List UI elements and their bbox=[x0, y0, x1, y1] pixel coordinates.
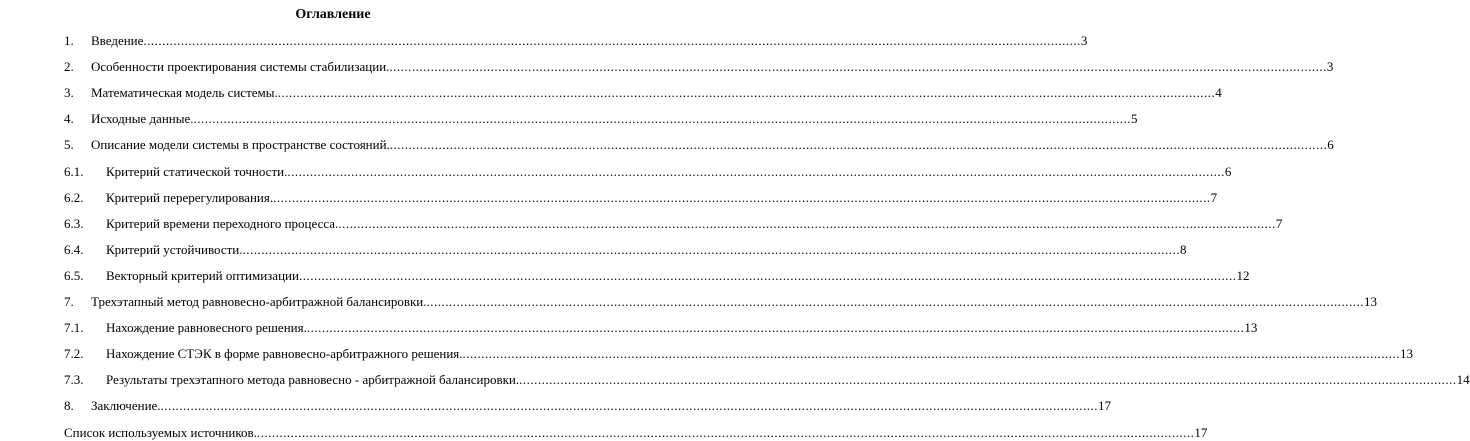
toc-dot-leader bbox=[519, 372, 1457, 388]
toc-dot-leader bbox=[257, 425, 1195, 441]
toc-entry-6-4[interactable] bbox=[64, 232, 1187, 258]
toc-entry-page: 13 bbox=[1400, 346, 1414, 362]
toc-entry-number: 6.4. bbox=[64, 241, 84, 257]
toc-entry-7-3[interactable] bbox=[64, 362, 1470, 388]
toc-entry-5[interactable] bbox=[64, 127, 1334, 153]
toc-entry-page: 12 bbox=[1236, 267, 1250, 283]
toc-dot-leader bbox=[338, 216, 1276, 232]
toc-entry-number: 8. bbox=[64, 398, 74, 414]
toc-entry-6-5[interactable] bbox=[64, 258, 1250, 284]
toc-entry-page: 17 bbox=[1098, 398, 1112, 414]
toc-entry-number: 7.3. bbox=[64, 372, 84, 388]
toc-dot-leader bbox=[161, 398, 1099, 414]
toc-entry-number: 2. bbox=[64, 59, 74, 75]
toc-entry-number: 7.1. bbox=[64, 320, 84, 336]
toc-dot-leader bbox=[389, 59, 1327, 75]
toc-entry-references[interactable] bbox=[64, 414, 1208, 440]
toc-entry-text: Список используемых источников. bbox=[64, 424, 257, 440]
toc-dot-leader bbox=[427, 294, 1365, 310]
toc-entry-6-3[interactable] bbox=[64, 206, 1283, 232]
toc-dot-leader bbox=[143, 33, 1081, 49]
toc-entry-1[interactable] bbox=[64, 23, 1088, 49]
toc-dot-leader bbox=[390, 137, 1328, 153]
toc-entry-text: Результаты трехэтапного метода равновесно - арбитражной балансировки. bbox=[106, 372, 520, 388]
toc-entry-page: 7 bbox=[1275, 215, 1283, 231]
toc-entry-4[interactable] bbox=[64, 101, 1138, 127]
toc-entry-text: Критерий статической точности. bbox=[106, 163, 288, 179]
toc-entry-page: 7 bbox=[1210, 189, 1218, 205]
toc-entry-6-2[interactable] bbox=[64, 180, 1218, 206]
toc-dot-leader bbox=[273, 190, 1211, 206]
toc-entry-number: 6.2. bbox=[64, 189, 84, 205]
toc-entry-number: 3. bbox=[64, 85, 74, 101]
toc-entry-text: Математическая модель системы. bbox=[91, 85, 278, 101]
toc-title: Оглавление bbox=[295, 7, 371, 22]
toc-entry-7-1[interactable] bbox=[64, 310, 1258, 336]
toc-entry-number: 7. bbox=[64, 294, 74, 310]
toc-entry-text: Критерий устойчивости. bbox=[106, 241, 243, 257]
toc-entry-page: 6 bbox=[1224, 163, 1232, 179]
toc-entry-number: 6.5. bbox=[64, 267, 84, 283]
toc-entry-text: Нахождение СТЭК в форме равновесно-арбитражного решения. bbox=[106, 346, 463, 362]
toc-entry-page: 6 bbox=[1327, 137, 1334, 153]
toc-dot-leader bbox=[194, 111, 1132, 127]
toc-entry-text: Трехэтапный метод равновесно-арбитражной балансировки. bbox=[91, 294, 427, 310]
toc-entry-number: 7.2. bbox=[64, 346, 84, 362]
toc-dot-leader bbox=[243, 242, 1181, 258]
toc-dot-leader bbox=[278, 85, 1216, 101]
toc-entry-text: Нахождение равновесного решения. bbox=[106, 320, 307, 336]
toc-entry-text: Заключение. bbox=[91, 398, 161, 414]
toc-dot-leader bbox=[463, 346, 1401, 362]
toc-entry-page: 17 bbox=[1194, 424, 1208, 440]
toc-entry-page: 8 bbox=[1180, 241, 1187, 257]
toc-entry-number: 6.3. bbox=[64, 215, 84, 231]
toc-entry-page: 13 bbox=[1244, 320, 1258, 336]
toc-entry-number: 1. bbox=[64, 33, 74, 49]
toc-entry-text: Критерий времени переходного процесса. bbox=[106, 215, 339, 231]
toc-entry-8[interactable] bbox=[64, 388, 1112, 414]
toc-entry-text: Векторный критерий оптимизации bbox=[106, 267, 299, 283]
toc-entry-7[interactable] bbox=[64, 284, 1378, 310]
toc-entry-number: 4. bbox=[64, 111, 74, 127]
toc-entry-number: 6.1. bbox=[64, 163, 84, 179]
toc-entry-number: 5. bbox=[64, 137, 74, 153]
toc-entry-page: 4 bbox=[1215, 85, 1222, 101]
toc-entry-2[interactable] bbox=[64, 49, 1334, 75]
toc-entry-page: 5 bbox=[1131, 111, 1138, 127]
toc-entry-text: Критерий перерегулирования. bbox=[106, 189, 274, 205]
toc-entry-6-1[interactable] bbox=[64, 153, 1232, 179]
toc-dot-leader bbox=[307, 320, 1245, 336]
toc-entry-text: Особенности проектирования системы стабилизации. bbox=[91, 59, 390, 75]
toc-entry-text: Описание модели системы в пространстве состояний. bbox=[91, 137, 390, 153]
toc-entry-page: 3 bbox=[1326, 59, 1334, 75]
toc-entry-page: 3 bbox=[1080, 33, 1088, 49]
toc-dot-leader bbox=[299, 268, 1237, 284]
toc-entry-3[interactable] bbox=[64, 75, 1222, 101]
toc-entry-text: Исходные данные. bbox=[91, 111, 194, 127]
table-of-contents bbox=[64, 23, 1470, 441]
toc-entry-page: 13 bbox=[1364, 294, 1378, 310]
toc-entry-text: Введение bbox=[91, 33, 144, 49]
toc-entry-7-2[interactable] bbox=[64, 336, 1414, 362]
toc-entry-page: 14 bbox=[1456, 372, 1470, 388]
toc-dot-leader bbox=[287, 164, 1225, 180]
